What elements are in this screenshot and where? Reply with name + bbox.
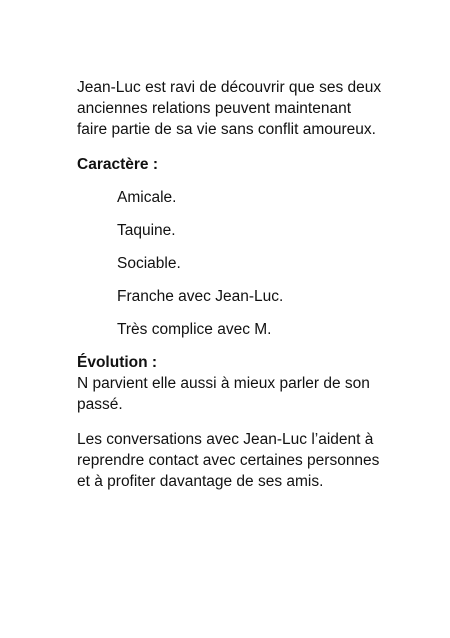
evolution-heading: Évolution : (77, 354, 158, 371)
intro-line: Jean-Luc est ravi de découvrir que ses deux (77, 79, 382, 96)
page-content (77, 77, 397, 506)
caractere-heading: Caractère : (77, 156, 158, 173)
evolution-paragraph-2 (77, 429, 397, 492)
evolution-line: N parvient elle aussi à mieux parler de son (77, 375, 370, 392)
evolution-line: Les conversations avec Jean-Luc l’aident à (77, 431, 374, 448)
intro-line: anciennes relations peuvent maintenant (77, 100, 352, 117)
evolution-line: reprendre contact avec certaines personnes (77, 452, 380, 469)
trait-item: Franche avec Jean-Luc. (117, 288, 284, 305)
evolution-paragraph-1 (77, 373, 397, 415)
trait-item: Amicale. (117, 189, 177, 206)
trait-item: Sociable. (117, 255, 181, 272)
trait-item: Très complice avec M. (117, 321, 272, 338)
evolution-line: et à profiter davantage de ses amis. (77, 473, 324, 490)
evolution-line: passé. (77, 396, 123, 413)
intro-line: faire partie de sa vie sans conflit amoureux. (77, 121, 376, 138)
trait-item: Taquine. (117, 222, 176, 239)
intro-paragraph (77, 77, 397, 140)
trait-list (77, 187, 397, 340)
